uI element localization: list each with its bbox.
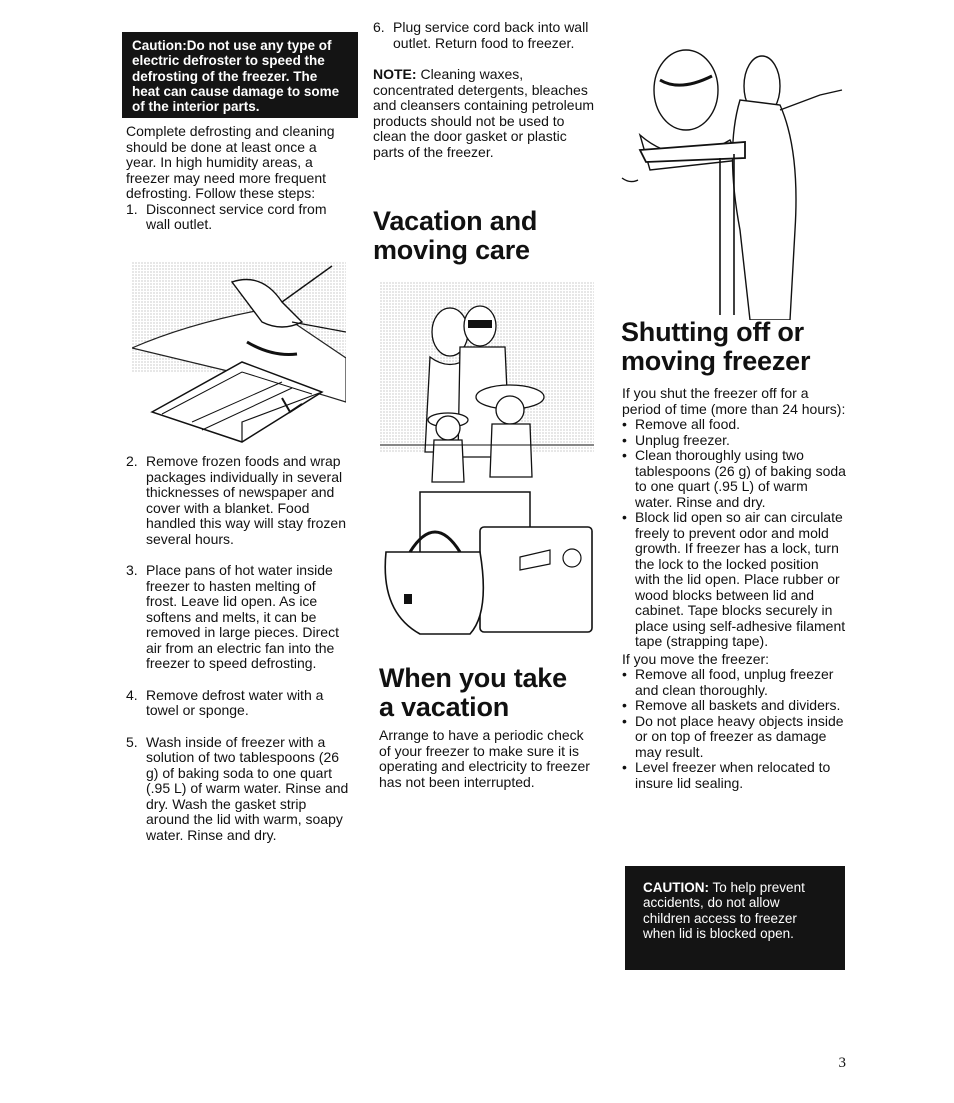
bullet-marker: • [622,431,627,448]
middle-column-top [373,20,597,160]
step-number: 6. [373,19,385,35]
step-5 [126,735,350,844]
list-item-text: Remove all food. [635,416,741,432]
step-number: 4. [126,686,138,703]
list-item-text: Unplug freezer. [635,431,730,448]
shut-off-intro: If you shut the freezer off for a period of time (more than 24 hours): [622,385,846,417]
step-number: 1. [126,200,138,217]
step-text: Remove frozen foods and wrap packages individually in several thicknesses of newspaper and cover with a blanket. Food handled this way will stay frozen several hours. [146,453,346,547]
step-4 [126,688,350,719]
list-item-text: Clean thoroughly using two tablespoons (26 g) of baking soda to one quart (.95 L) of warm water. Rinse and dry. [635,447,846,510]
bullet-marker: • [622,509,627,525]
caution-defroster-text: Caution:Do not use any type of electric defroster to speed the defrosting of the freezer. The heat can cause damage to some of the interior parts. [132,38,340,115]
move-list [622,667,846,791]
note-label: NOTE: [373,66,417,82]
list-item-text: Remove all baskets and dividers. [635,697,841,713]
step-text: Wash inside of freezer with a solution of two tablespoons (26 g) of baking soda to one quart (.95 L) of warm water. Rinse and dry. Wash the gasket strip around the lid with warm, soapy water. Rinse and dry. [146,733,349,843]
list-item [622,433,846,449]
bullet-marker: • [622,697,627,713]
list-item-text: Level freezer when relocated to insure lid sealing. [635,759,831,791]
step-2 [126,454,350,547]
list-item-text: Block lid open so air can circulate freely to prevent odor and mold growth. If freezer has a lock, turn the lock to the locked position with the lid open. Place rubber or wood blocks between lid and cabinet. Tape blocks securely in place using self-adhesive filament tape (strapping tape). [635,509,846,649]
family-luggage-illustration [380,282,594,646]
step-3 [126,563,350,672]
right-column-text [622,386,846,791]
cleaning-note [373,67,597,160]
when-you-take-a-vacation-heading [379,664,599,722]
move-intro: If you move the freezer: [622,650,770,667]
moving-freezer-illustration [620,30,846,320]
wrap-food-illustration [132,262,346,450]
list-item [622,667,846,698]
list-item [622,760,846,791]
page-number: 3 [838,1055,846,1071]
step-1 [126,202,348,233]
bullet-marker: • [622,447,627,463]
bullet-marker: • [622,666,627,682]
list-item [622,714,846,761]
caution-children-text: To help prevent accidents, do not allow children access to freezer when lid is blocked open. [643,880,805,941]
defrost-intro: Complete defrosting and cleaning should be done at least once a year. In high humidity areas, a freezer may need more frequent defrosting. Follow these steps: [126,123,335,201]
bullet-marker: • [622,416,627,432]
caution-label: CAUTION: [643,880,709,895]
heading-line: moving freezer [621,346,811,376]
step-text: Place pans of hot water inside freezer to hasten melting of frost. Leave lid open. As ice softens and melts, it can be removed in large pieces. Direct air from an electric fan into the freezer to speed defrosting. [146,562,339,671]
note-text: Cleaning waxes, concentrated detergents, bleaches and cleansers containing petroleum products should not be used to clean the door gasket or plastic parts of the freezer. [373,66,595,160]
list-item [622,417,846,433]
step-text: Plug service cord back into wall outlet. Return food to freezer. [393,19,589,51]
vacation-text: Arrange to have a periodic check of your freezer to make sure it is operating and electricity to freezer has not been interrupted. [379,727,590,790]
heading-line: Vacation and [373,206,538,236]
left-column-steps [126,454,350,843]
step-number: 2. [126,453,138,469]
heading-line: a vacation [379,692,510,722]
list-item [622,698,846,714]
step-text: Disconnect service cord from wall outlet. [146,200,327,232]
bullet-marker: • [622,759,627,775]
heading-line: Shutting off or [621,317,804,347]
caution-box-children [625,866,845,970]
bullet-marker: • [622,712,627,729]
left-column-text [126,124,348,233]
heading-line: When you take [379,663,567,693]
list-item-text: Remove all food, unplug freezer and clean thoroughly. [635,666,834,698]
step-6 [373,20,597,51]
step-text: Remove defrost water with a towel or sponge. [146,686,324,718]
caution-box-defroster [122,32,358,118]
shutting-off-moving-heading [621,318,851,376]
step-number: 3. [126,562,138,578]
shut-off-list [622,417,846,650]
heading-line: moving care [373,235,530,265]
list-item [622,510,846,650]
vacation-moving-heading [373,207,593,265]
list-item [622,448,846,510]
list-item-text: Do not place heavy objects inside or on top of freezer as damage may result. [635,712,844,760]
step-number: 5. [126,733,138,750]
